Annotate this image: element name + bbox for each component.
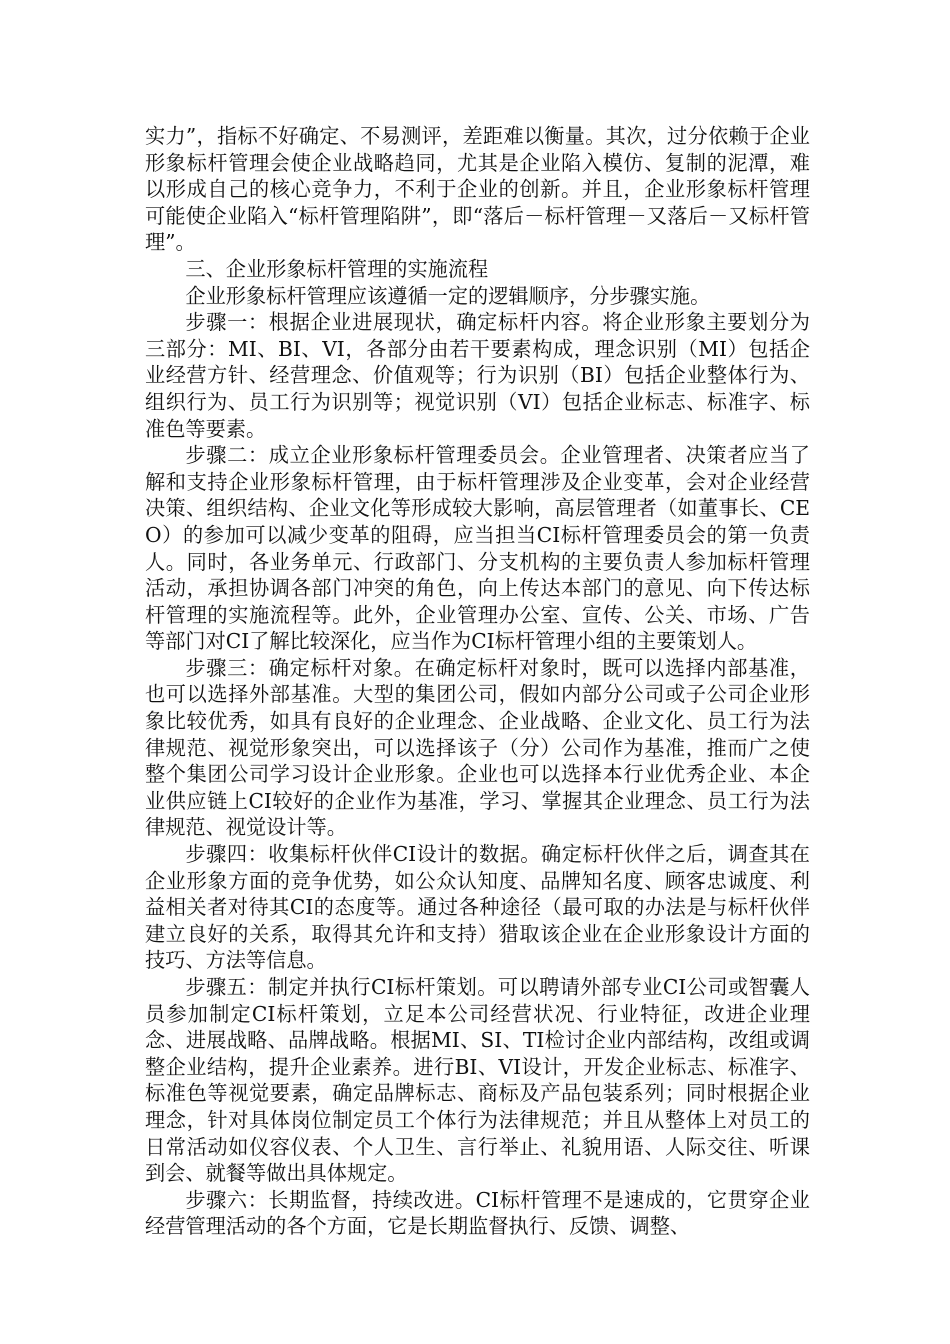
paragraph-step-2: 步骤二：成立企业形象标杆管理委员会。企业管理者、决策者应当了解和支持企业形象标杆管理，由于标杆管理涉及企业变革，会对企业经营决策、组织结构、企业文化等形成较大影响，高层管理者（如董事长、CEO）的参加可以减少变革的阻碍，应当担当CI标杆管理委员会的第一负责人。同时，各业务单元、行政部门、分支机构的主要负责人参加标杆管理活动，承担协调各部门冲突的角色，向上传达本部门的意见、向下传达标杆管理的实施流程等。此外，企业管理办公室、宣传、公关、市场、广告等部门对CI了解比较深化，应当作为CI标杆管理小组的主要策划人。 [145,443,810,654]
paragraph-continuation: 实力”，指标不好确定、不易测评，差距难以衡量。其次，过分依赖于企业形象标杆管理会使企业战略趋同，尤其是企业陷入模仿、复制的泥潭，难以形成自己的核心竞争力，不利于企业的创新。并且，企业形象标杆管理可能使企业陷入“标杆管理陷阱”，即“落后－标杆管理－又落后－又标杆管理”。 [145,124,810,255]
paragraph-step-4: 步骤四：收集标杆伙伴CI设计的数据。确定标杆伙伴之后，调查其在企业形象方面的竞争优势，如公众认知度、品牌知名度、顾客忠诚度、利益相关者对待其CI的态度等。通过各种途径（最可取的办法是与标杆伙伴建立良好的关系，取得其允许和支持）猎取该企业在企业形象设计方面的技巧、方法等信息。 [145,842,810,973]
paragraph-step-3: 步骤三：确定标杆对象。在确定标杆对象时，既可以选择内部基准，也可以选择外部基准。大型的集团公司，假如内部分公司或子公司企业形象比较优秀，如具有良好的企业理念、企业战略、企业文化、员工行为法律规范、视觉形象突出，可以选择该子（分）公司作为基准，推而广之使整个集团公司学习设计企业形象。企业也可以选择本行业优秀企业、本企业供应链上CI较好的企业作为基准，学习、掌握其企业理念、员工行为法律规范、视觉设计等。 [145,655,810,840]
paragraph-step-6: 步骤六：长期监督，持续改进。CI标杆管理不是速成的，它贯穿企业经营管理活动的各个方面，它是长期监督执行、反馈、调整、 [145,1187,810,1239]
section-heading: 三、企业形象标杆管理的实施流程 [185,256,489,281]
paragraph-step-1: 步骤一：根据企业进展现状，确定标杆内容。将企业形象主要划分为三部分：MI、BI、VI，各部分由若干要素构成，理念识别（MI）包括企业经营方针、经营理念、价值观等；行为识别（BI）包括企业整体行为、组织行为、员工行为识别等；视觉识别（VI）包括企业标志、标准字、标准色等要素。 [145,310,810,441]
document-body [145,123,810,1240]
paragraph-step-5: 步骤五：制定并执行CI标杆策划。可以聘请外部专业CI公司或智囊人员参加制定CI标杆策划，立足本公司经营状况、行业特征，改进企业理念、进展战略、品牌战略。根据MI、SI、TI检讨企业内部结构，改组或调整企业结构，提升企业素养。进行BI、VI设计，开发企业标志、标准字、标准色等视觉要素，确定品牌标志、商标及产品包装系列；同时根据企业理念，针对具体岗位制定员工个体行为法律规范；并且从整体上对员工的日常活动如仪容仪表、个人卫生、言行举止、礼貌用语、人际交往、听课到会、就餐等做出具体规定。 [145,975,810,1186]
paragraph-intro: 企业形象标杆管理应该遵循一定的逻辑顺序，分步骤实施。 [185,283,711,308]
